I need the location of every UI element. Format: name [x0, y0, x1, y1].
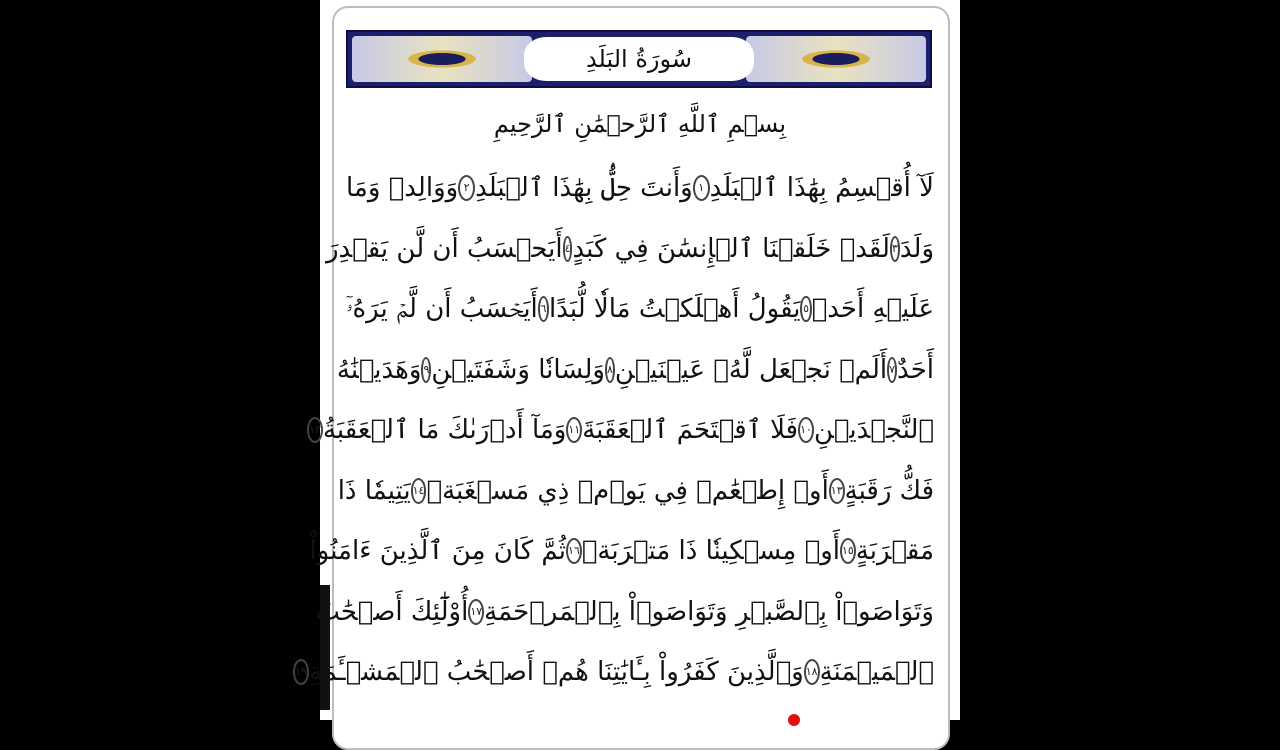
ayah-number-marker: ١٩	[293, 659, 309, 685]
verse-text: أَيَحۡسَبُ أَن لَّن يَقۡدِرَ	[325, 233, 563, 264]
text-line	[309, 400, 934, 461]
ayah-number-marker: ١٧	[468, 599, 484, 625]
verse-text: وَلِسَانٗا وَشَفَتَيۡنِ	[431, 354, 605, 385]
text-line	[295, 642, 934, 703]
ayah-number-marker: ٤	[563, 236, 573, 262]
text-line	[336, 340, 934, 401]
ayah-number-marker: ١٣	[829, 478, 845, 504]
verse-text: يَتِيمٗا ذَا	[337, 475, 411, 506]
verse-text: أَوۡ إِطۡعَٰمٞ فِي يَوۡمٖ ذِي مَسۡغَبَةٖ	[426, 475, 829, 506]
ayah-number-marker: ١١	[566, 417, 582, 443]
ornament-right-icon	[746, 36, 926, 82]
ayah-number-marker: ٢	[458, 175, 475, 201]
verse-text: وَلَدَ	[899, 233, 934, 264]
ornament-left-icon	[352, 36, 532, 82]
verse-text: وَتَوَاصَوۡاْ بِٱلصَّبۡرِ وَتَوَاصَوۡاْ بِٱلۡمَرۡحَمَةِ	[484, 596, 934, 627]
text-line	[325, 219, 934, 280]
verse-text: ثُمَّ كَانَ مِنَ ٱلَّذِينَ ءَامَنُواْ	[309, 536, 566, 567]
ayah-number-marker: ٣	[890, 236, 900, 262]
verse-text: وَأَنتَ حِلُّۢ بِهَٰذَا ٱلۡبَلَدِ	[475, 173, 693, 204]
ayah-number-marker: ١٢	[307, 417, 323, 443]
text-line	[315, 582, 934, 643]
verse-text: وَمَآ أَدۡرَىٰكَ مَا ٱلۡعَقَبَةُ	[322, 415, 567, 446]
verse-text: وَوَالِدٖ وَمَا	[346, 173, 459, 204]
ayah-number-marker: ٦	[538, 296, 549, 322]
verse-text: ٱلنَّجۡدَيۡنِ	[813, 415, 934, 446]
title-cartouche	[524, 37, 754, 81]
verse-text: أَحَدٌ	[897, 354, 934, 385]
text-line	[346, 279, 934, 340]
surah-title: سُورَةُ البَلَدِ	[585, 45, 693, 73]
text-line	[346, 158, 934, 219]
verse-text: لَقَدۡ خَلَقۡنَا ٱلۡإِنسَٰنَ فِي كَبَدٍ	[572, 233, 890, 264]
verse-lines	[295, 158, 934, 703]
verse-text: ٱلۡمَيۡمَنَةِ	[819, 657, 934, 688]
verse-text: عَلَيۡهِ أَحَدٞ	[811, 294, 934, 325]
quran-page	[295, 0, 960, 720]
ayah-number-marker: ٥	[800, 296, 811, 322]
basmala: بِسۡمِ ٱللَّهِ ٱلرَّحۡمَٰنِ ٱلرَّحِيمِ	[493, 110, 787, 138]
ayah-number-marker: ٩	[421, 357, 431, 383]
verse-text: فَلَا ٱقۡتَحَمَ ٱلۡعَقَبَةَ	[582, 415, 799, 446]
ayah-number-marker: ٧	[887, 357, 897, 383]
verse-text: وَٱلَّذِينَ كَفَرُواْ بِـَٔايَٰتِنَا هُمۡ أَصۡحَٰبُ ٱلۡمَشۡـَٔمَةِ	[308, 657, 804, 688]
verse-text: أَيَحۡسَبُ أَن لَّمۡ يَرَهُۥٓ	[346, 294, 538, 325]
ayah-number-marker: ١٠	[798, 417, 814, 443]
ayah-number-marker: ١٥	[840, 538, 856, 564]
verse-text: أَلَمۡ نَجۡعَل لَّهُۥ عَيۡنَيۡنِ	[614, 354, 888, 385]
ayah-number-marker: ١	[693, 175, 710, 201]
verse-text: أَوۡ مِسۡكِينٗا ذَا مَتۡرَبَةٖ	[581, 536, 840, 567]
text-line	[309, 521, 934, 582]
ayah-number-marker: ٨	[605, 357, 615, 383]
verse-text: أُوْلَٰٓئِكَ أَصۡحَٰبُ	[315, 596, 469, 627]
ayah-number-marker: ١٨	[804, 659, 820, 685]
text-line	[337, 461, 934, 522]
verse-text: مَقۡرَبَةٍ	[855, 536, 934, 567]
ayah-number-marker: ١٤	[411, 478, 427, 504]
verse-text: لَآ أُقۡسِمُ بِهَٰذَا ٱلۡبَلَدِ	[709, 173, 934, 204]
verse-text: يَقُولُ أَهۡلَكۡتُ مَالٗا لُّبَدًا	[549, 294, 801, 325]
ayah-number-marker: ١٦	[566, 538, 582, 564]
verse-text: وَهَدَيۡنَٰهُ	[336, 354, 422, 385]
surah-header-banner	[346, 30, 932, 88]
red-pointer-dot	[788, 714, 800, 726]
verse-text: فَكُّ رَقَبَةٍ	[844, 475, 934, 506]
